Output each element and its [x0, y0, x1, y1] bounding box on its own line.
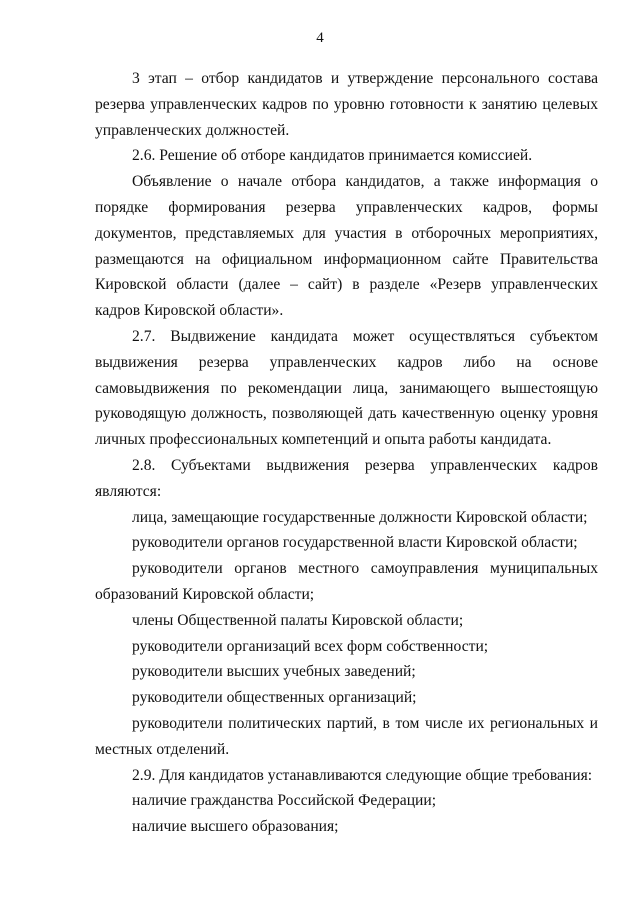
list-item-political-parties: руководители политических партий, в том числе их региональных и местных отделений. — [95, 714, 598, 758]
paragraph-2-8: 2.8. Субъектами выдвижения резерва управленческих кадров являются: — [95, 456, 598, 500]
paragraph-2-7: 2.7. Выдвижение кандидата может осуществляться субъектом выдвижения резерва управленческих кадров либо на основе самовыдвижения по рекомендации лица, занимающего вышестоящую руководящую должность, позволяющей дать качественную оценку уровня личных профессиональных компетенций и опыта работы кандидата. — [95, 327, 598, 449]
list-item-local-government: руководители органов местного самоуправления муниципальных образований Кировской области; — [95, 560, 598, 603]
paragraph-stage-3: 3 этап – отбор кандидатов и утверждение персонального состава резерва управленческих кадров по уровню готовности к занятию целевых управленческих должностей. — [95, 70, 598, 139]
paragraph-2-9: 2.9. Для кандидатов устанавливаются следующие общие требования: — [132, 766, 593, 784]
list-item-universities: руководители высших учебных заведений; — [132, 663, 416, 681]
paragraph-announcement: Объявление о начале отбора кандидатов, а также информация о порядке формирования резерва управленческих кадров, формы документов, представляемых для участия в отборочных мероприятиях, размещаются на официальном информационном сайте Правительства Кировской области (далее – сайт) в разделе «Резерв управленческих кадров Кировской области». — [95, 173, 598, 320]
list-item-citizenship: наличие гражданства Российской Федерации; — [132, 792, 437, 810]
document-body — [95, 66, 598, 840]
list-item-organizations: руководители организаций всех форм собственности; — [132, 637, 489, 655]
list-item-public-chamber: члены Общественной палаты Кировской области; — [132, 611, 464, 629]
list-item-higher-education: наличие высшего образования; — [132, 818, 339, 836]
list-item-public-organizations: руководители общественных организаций; — [132, 689, 417, 707]
paragraph-2-6: 2.6. Решение об отборе кандидатов принимается комиссией. — [132, 147, 533, 165]
page-number: 4 — [316, 30, 324, 46]
list-item-state-authorities: руководители органов государственной власти Кировской области; — [132, 534, 578, 552]
list-item-state-positions: лица, замещающие государственные должности Кировской области; — [132, 508, 588, 526]
